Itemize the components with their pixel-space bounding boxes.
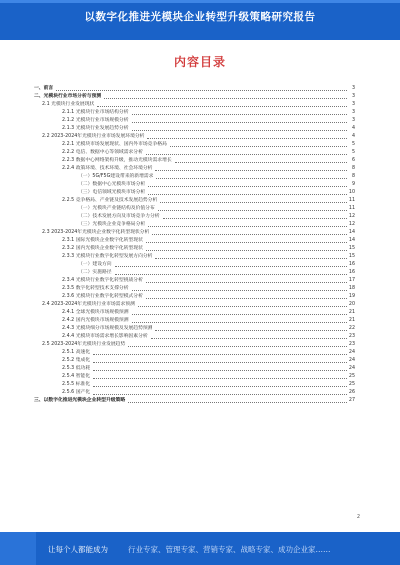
toc-leader-dots — [132, 130, 348, 131]
toc-entry-text: 三、以数字化推进光模块企业转型升级策略 — [34, 398, 126, 403]
toc-entry-page: 16 — [348, 262, 355, 267]
toc-entry-page: 8 — [351, 174, 355, 179]
report-header — [0, 0, 400, 40]
toc-entry[interactable] — [34, 236, 355, 244]
toc-entry-page: 6 — [351, 158, 355, 163]
page-footer — [0, 532, 400, 565]
toc-entry[interactable] — [34, 364, 355, 372]
toc-entry[interactable] — [34, 356, 355, 364]
toc-entry-page: 22 — [348, 326, 355, 331]
table-of-contents — [34, 84, 355, 404]
toc-entry-text: （三）电信领域光模块市场分析 — [78, 190, 146, 195]
toc-entry-text: （二）数据中心光模块市场分析 — [78, 182, 146, 187]
toc-leader-dots — [170, 146, 347, 147]
toc-leader-dots — [175, 162, 347, 163]
toc-entry-page: 3 — [351, 102, 355, 107]
toc-entry[interactable] — [34, 164, 355, 172]
toc-entry-text: 2.3.4 光模块行业数字化转型挑战分析 — [62, 278, 143, 283]
toc-entry-page: 20 — [348, 302, 355, 307]
toc-entry[interactable] — [34, 116, 355, 124]
toc-leader-dots — [158, 210, 347, 211]
toc-entry-page: 26 — [348, 390, 355, 395]
toc-entry-page: 24 — [348, 358, 355, 363]
toc-leader-dots — [115, 266, 347, 267]
toc-entry-text: 2.3.3 光模块行业数字化转型发展方向分析 — [62, 254, 153, 259]
toc-leader-dots — [93, 362, 347, 363]
toc-entry-page: 24 — [348, 366, 355, 371]
toc-entry-text: 2.4.1 全球光模块市场规模预测 — [62, 310, 129, 315]
toc-leader-dots — [151, 338, 347, 339]
toc-entry[interactable] — [34, 84, 355, 92]
toc-entry-text: （一）5G/F5G建设带来的新增需求 — [78, 174, 154, 179]
toc-entry-page: 3 — [351, 110, 355, 115]
toc-entry[interactable] — [34, 204, 355, 212]
toc-entry-text: 2.4 2023-2024年光模块行业市场需求预测 — [42, 302, 135, 307]
toc-leader-dots — [147, 138, 347, 139]
toc-leader-dots — [163, 218, 347, 219]
toc-entry[interactable] — [34, 332, 355, 340]
toc-leader-dots — [132, 122, 348, 123]
toc-leader-dots — [132, 314, 347, 315]
toc-entry[interactable] — [34, 380, 355, 388]
toc-entry-page: 11 — [348, 198, 355, 203]
toc-entry-text: 2.2 2023-2024年光模块行业市场发展环境分析 — [42, 134, 145, 139]
toc-entry-page: 21 — [348, 310, 355, 315]
toc-entry[interactable] — [34, 92, 355, 100]
toc-leader-dots — [128, 346, 347, 347]
toc-entry-text: 2.5.3 低功耗 — [62, 366, 91, 371]
toc-entry-page: 8 — [351, 166, 355, 171]
toc-entry-page: 23 — [348, 342, 355, 347]
toc-entry-text: （一）建设方向 — [78, 262, 112, 267]
toc-entry-page: 14 — [348, 230, 355, 235]
toc-entry[interactable] — [34, 308, 355, 316]
toc-entry-page: 12 — [348, 214, 355, 219]
toc-leader-dots — [155, 258, 346, 259]
toc-leader-dots — [97, 106, 347, 107]
header-accent-strip — [0, 0, 400, 3]
page-number: 2 — [356, 514, 360, 520]
toc-entry-text: 一、前言 — [34, 86, 54, 91]
toc-entry-text: 2.3.2 国内光模块企业数字化转型现状 — [62, 246, 143, 251]
toc-leader-dots — [160, 202, 347, 203]
toc-leader-dots — [152, 234, 347, 235]
toc-entry-text: 2.2.2 电信、数据中心等领域需求分析 — [62, 150, 143, 155]
toc-leader-dots — [93, 378, 347, 379]
footer-accent-block — [0, 532, 36, 565]
toc-entry[interactable] — [34, 140, 355, 148]
toc-entry[interactable] — [34, 124, 355, 132]
toc-leader-dots — [132, 290, 347, 291]
toc-entry[interactable] — [34, 260, 355, 268]
toc-entry[interactable] — [34, 132, 355, 140]
toc-entry-page: 15 — [348, 246, 355, 251]
toc-entry-text: 2.4.2 国内光模块市场规模预测 — [62, 318, 129, 323]
toc-entry-page: 27 — [348, 398, 355, 403]
toc-entry-text: （二）技术发展方向及市场竞争力分析 — [78, 214, 160, 219]
report-title: 以数字化推进光模块企业转型升级策略研究报告 — [84, 11, 316, 23]
toc-leader-dots — [148, 194, 347, 195]
toc-entry-text: 2.1.2 光模块行业市场规模分析 — [62, 118, 129, 123]
toc-entry-text: 2.3.5 数字化转型技术支撑分析 — [62, 286, 129, 291]
toc-entry-text: （三）光模块企业竞争格局分析 — [78, 222, 146, 227]
toc-entry-page: 23 — [348, 334, 355, 339]
toc-leader-dots — [148, 226, 347, 227]
toc-entry[interactable] — [34, 180, 355, 188]
toc-leader-dots — [93, 394, 347, 395]
toc-entry[interactable] — [34, 172, 355, 180]
toc-entry-text: 2.5.4 智能化 — [62, 374, 91, 379]
toc-entry[interactable] — [34, 244, 355, 252]
toc-entry-text: 2.3.6 光模块行业数字化转型模式分析 — [62, 294, 143, 299]
toc-entry-page: 5 — [351, 142, 355, 147]
toc-entry-page: 21 — [348, 318, 355, 323]
toc-entry[interactable] — [34, 324, 355, 332]
toc-entry[interactable] — [34, 292, 355, 300]
toc-leader-dots — [146, 250, 347, 251]
toc-entry[interactable] — [34, 100, 355, 108]
toc-entry-text: 2.5.2 集成化 — [62, 358, 91, 363]
toc-entry-text: 二、光模块行业市场分析与预测 — [34, 94, 102, 99]
toc-entry[interactable] — [34, 276, 355, 284]
toc-leader-dots — [93, 386, 347, 387]
toc-entry-text: 2.3.1 国际光模块企业数字化转型现状 — [62, 238, 143, 243]
toc-leader-dots — [93, 370, 347, 371]
toc-leader-dots — [138, 306, 347, 307]
toc-entry-page: 3 — [351, 118, 355, 123]
toc-entry-page: 10 — [348, 190, 355, 195]
toc-entry[interactable] — [34, 284, 355, 292]
toc-entry-text: 2.5.6 国产化 — [62, 390, 91, 395]
toc-entry-text: 2.2.4 政策环境、技术环境、社会环境分析 — [62, 166, 153, 171]
toc-entry[interactable] — [34, 196, 355, 204]
toc-entry[interactable] — [34, 188, 355, 196]
toc-entry[interactable] — [34, 300, 355, 308]
toc-entry-page: 19 — [348, 294, 355, 299]
toc-heading: 内容目录 — [173, 55, 226, 69]
toc-entry[interactable] — [34, 252, 355, 260]
toc-entry-page: 9 — [351, 182, 355, 187]
toc-entry[interactable] — [34, 148, 355, 156]
toc-entry-text: 2.2.5 竞争格局、产业链及技术发展趋势分析 — [62, 198, 158, 203]
toc-entry-page: 3 — [351, 86, 355, 91]
toc-entry-text: 2.1.1 光模块行业市场结构分析 — [62, 110, 129, 115]
toc-entry-text: 2.4.4 光模块市场需求增长影响因素分析 — [62, 334, 148, 339]
toc-entry-page: 25 — [348, 374, 355, 379]
toc-entry-page: 3 — [351, 94, 355, 99]
toc-entry[interactable] — [34, 372, 355, 380]
toc-leader-dots — [146, 242, 347, 243]
toc-entry[interactable] — [34, 396, 355, 404]
toc-leader-dots — [155, 170, 347, 171]
toc-leader-dots — [148, 186, 347, 187]
toc-entry-page: 14 — [348, 238, 355, 243]
toc-leader-dots — [146, 154, 347, 155]
toc-entry-text: （一）光模块产业链结构及价值分布 — [78, 206, 155, 211]
footer-slogan-left: 让每个人都能成为 — [48, 545, 108, 554]
toc-leader-dots — [132, 322, 347, 323]
toc-entry-page: 5 — [351, 150, 355, 155]
toc-entry[interactable] — [34, 156, 355, 164]
toc-entry[interactable] — [34, 388, 355, 396]
toc-entry-page: 11 — [348, 206, 355, 211]
toc-entry-text: 2.5.1 高速化 — [62, 350, 91, 355]
toc-entry-text: 2.1.3 光模块行业发展趋势分析 — [62, 126, 129, 131]
toc-entry-text: 2.1 光模块行业发展现状 — [42, 102, 95, 107]
toc-entry-text: （二）实施路径 — [78, 270, 112, 275]
toc-leader-dots — [155, 330, 346, 331]
toc-entry-text: 2.5 2023-2024年光模块行业发展趋势 — [42, 342, 126, 347]
toc-leader-dots — [146, 298, 347, 299]
toc-entry-text: 2.5.5 标准化 — [62, 382, 91, 387]
toc-leader-dots — [104, 98, 347, 99]
toc-leader-dots — [56, 90, 347, 91]
toc-entry[interactable] — [34, 340, 355, 348]
toc-entry-page: 16 — [348, 270, 355, 275]
toc-entry-text: 2.2.3 数据中心网络架构升级，推动光模块需求增长 — [62, 158, 172, 163]
toc-entry-page: 18 — [348, 286, 355, 291]
toc-entry-text: 2.3 2023-2024年光模块企业数字化转型现状分析 — [42, 230, 150, 235]
toc-leader-dots — [132, 114, 348, 115]
toc-entry-page: 15 — [348, 254, 355, 259]
toc-entry-page: 17 — [348, 278, 355, 283]
toc-leader-dots — [128, 402, 347, 403]
toc-leader-dots — [115, 274, 347, 275]
toc-entry-page: 24 — [348, 350, 355, 355]
toc-entry[interactable] — [34, 108, 355, 116]
toc-entry[interactable] — [34, 268, 355, 276]
toc-entry[interactable] — [34, 316, 355, 324]
footer-slogan-right: 行业专家、管理专家、营销专家、战略专家、成功企业家…… — [128, 545, 331, 554]
toc-entry[interactable] — [34, 348, 355, 356]
toc-leader-dots — [156, 178, 347, 179]
toc-entry-page: 4 — [351, 126, 355, 131]
toc-entry[interactable] — [34, 212, 355, 220]
toc-leader-dots — [93, 354, 347, 355]
toc-entry[interactable] — [34, 220, 355, 228]
toc-entry-text: 2.4.3 光模块细分市场规模及发展趋势预测 — [62, 326, 153, 331]
toc-leader-dots — [146, 282, 347, 283]
toc-entry-page: 4 — [351, 134, 355, 139]
toc-entry-page: 12 — [348, 222, 355, 227]
toc-entry[interactable] — [34, 228, 355, 236]
toc-entry-page: 25 — [348, 382, 355, 387]
toc-entry-text: 2.2.1 光模块市场发展现状、国内外市场竞争格局 — [62, 142, 167, 147]
